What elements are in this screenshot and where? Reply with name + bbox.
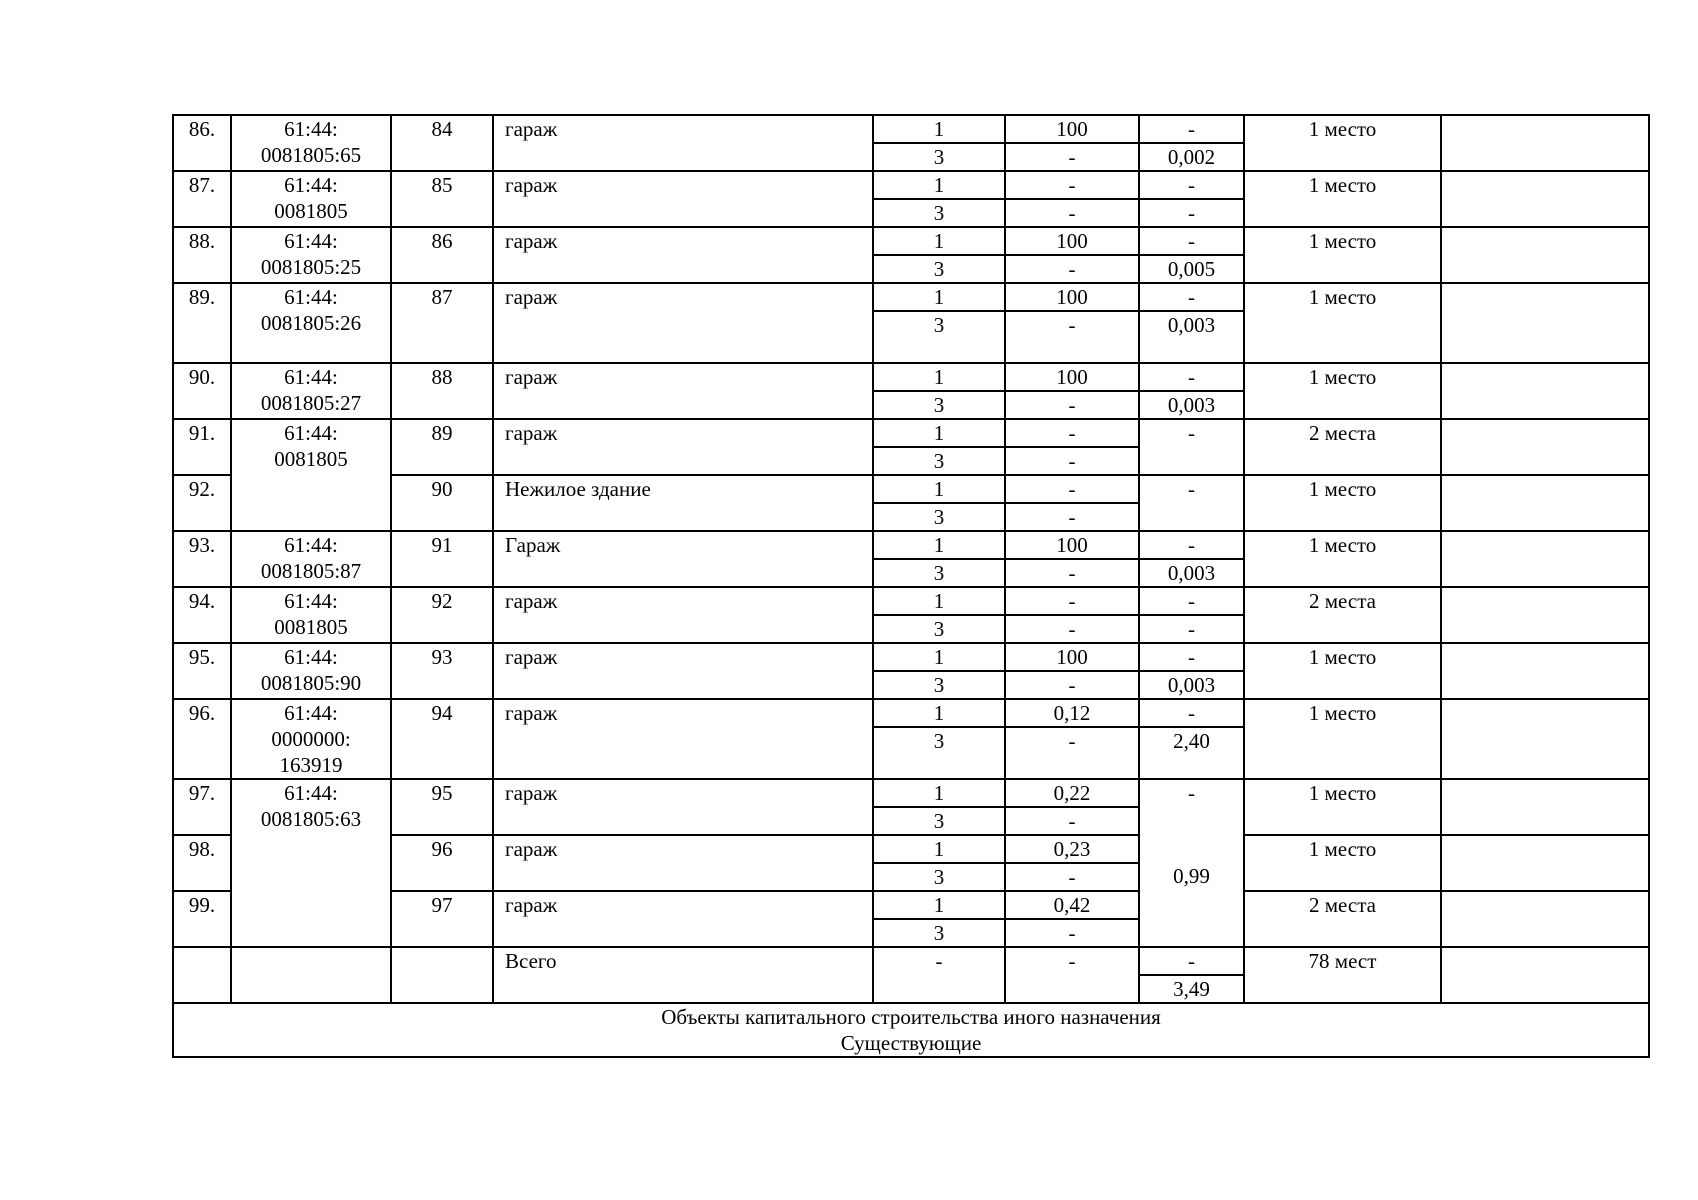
sub-value-b: - bbox=[1139, 419, 1244, 475]
object-code: 87 bbox=[391, 283, 493, 363]
sub-value-b: - bbox=[1139, 227, 1244, 255]
sub-value-a: - bbox=[1005, 587, 1139, 615]
empty-cell bbox=[1441, 699, 1649, 779]
sub-value-a: - bbox=[1005, 419, 1139, 447]
places-count: 1 место bbox=[1244, 779, 1441, 835]
object-code: 93 bbox=[391, 643, 493, 699]
places-count: 2 места bbox=[1244, 891, 1441, 947]
places-count: 2 места bbox=[1244, 587, 1441, 643]
section-heading-line2: Существующие bbox=[840, 1031, 982, 1055]
object-code: 94 bbox=[391, 699, 493, 779]
sub-stage: 1 bbox=[873, 115, 1005, 143]
sub-value-b: - bbox=[1139, 643, 1244, 671]
sub-value-a: 100 bbox=[1005, 363, 1139, 391]
row-number: 97. bbox=[173, 779, 231, 835]
sub-value-b: - bbox=[1139, 699, 1244, 727]
cadastral-number: 61:44: 0081805:90 bbox=[231, 643, 391, 699]
sub-stage: 1 bbox=[873, 891, 1005, 919]
empty-cell bbox=[1441, 283, 1649, 363]
empty-cell bbox=[1441, 891, 1649, 947]
cadastral-number: 61:44: 0081805 bbox=[231, 419, 391, 531]
sub-value-a: 0,12 bbox=[1005, 699, 1139, 727]
places-count: 1 место bbox=[1244, 699, 1441, 779]
row-number: 90. bbox=[173, 363, 231, 419]
table-row bbox=[173, 835, 1649, 863]
row-number: 92. bbox=[173, 475, 231, 531]
total-row bbox=[173, 947, 1649, 975]
sub-stage: 3 bbox=[873, 199, 1005, 227]
sub-stage: 3 bbox=[873, 391, 1005, 419]
table-row bbox=[173, 643, 1649, 671]
sub-value-a: - bbox=[1005, 143, 1139, 171]
object-name: гараж bbox=[493, 283, 873, 363]
table-row bbox=[173, 115, 1649, 143]
sub-stage: 1 bbox=[873, 643, 1005, 671]
sub-value-b: 0,003 bbox=[1139, 391, 1244, 419]
sub-value-a: - bbox=[1005, 447, 1139, 475]
table-row bbox=[173, 587, 1649, 615]
row-number: 88. bbox=[173, 227, 231, 283]
object-name: гараж bbox=[493, 835, 873, 891]
empty-cell bbox=[1441, 587, 1649, 643]
places-count: 2 места bbox=[1244, 419, 1441, 475]
sub-value-a: - bbox=[1005, 615, 1139, 643]
object-name: гараж bbox=[493, 891, 873, 947]
sub-stage: 1 bbox=[873, 171, 1005, 199]
row-number: 95. bbox=[173, 643, 231, 699]
empty-cell bbox=[1441, 835, 1649, 891]
empty-cell bbox=[1441, 531, 1649, 587]
row-number: 99. bbox=[173, 891, 231, 947]
sub-stage: 1 bbox=[873, 227, 1005, 255]
object-name: гараж bbox=[493, 115, 873, 171]
sub-value-b: - bbox=[1139, 475, 1244, 531]
cadastral-number: 61:44: 0081805:87 bbox=[231, 531, 391, 587]
sub-stage: 3 bbox=[873, 727, 1005, 779]
object-name: гараж bbox=[493, 699, 873, 779]
sub-value-b: - bbox=[1139, 779, 1244, 863]
total-label: Всего bbox=[493, 947, 873, 1003]
object-code: 96 bbox=[391, 835, 493, 891]
object-code: 88 bbox=[391, 363, 493, 419]
total-col-c-top: - bbox=[1139, 947, 1244, 975]
sub-value-b: - bbox=[1139, 199, 1244, 227]
cadastral-number: 61:44: 0081805:63 bbox=[231, 779, 391, 947]
section-heading bbox=[173, 1003, 1649, 1057]
empty-cell bbox=[231, 947, 391, 1003]
cadastral-number: 61:44: 0081805 bbox=[231, 171, 391, 227]
object-name: гараж bbox=[493, 363, 873, 419]
empty-cell bbox=[1441, 115, 1649, 171]
sub-stage: 3 bbox=[873, 863, 1005, 891]
sub-value-b: 0,005 bbox=[1139, 255, 1244, 283]
sub-stage: 3 bbox=[873, 807, 1005, 835]
cadastral-number: 61:44: 0000000: 163919 bbox=[231, 699, 391, 779]
sub-value-a: 0,42 bbox=[1005, 891, 1139, 919]
sub-value-a: 100 bbox=[1005, 283, 1139, 311]
row-number: 91. bbox=[173, 419, 231, 475]
sub-stage: 3 bbox=[873, 447, 1005, 475]
section-heading-row bbox=[173, 1003, 1649, 1057]
table-row bbox=[173, 779, 1649, 807]
sub-value-a: 100 bbox=[1005, 531, 1139, 559]
sub-stage: 1 bbox=[873, 363, 1005, 391]
object-name: Нежилое здание bbox=[493, 475, 873, 531]
cadastral-number: 61:44: 0081805:65 bbox=[231, 115, 391, 171]
sub-stage: 3 bbox=[873, 615, 1005, 643]
sub-stage: 3 bbox=[873, 919, 1005, 947]
sub-stage: 3 bbox=[873, 559, 1005, 587]
empty-cell bbox=[1441, 227, 1649, 283]
table-row bbox=[173, 283, 1649, 311]
total-places: 78 мест bbox=[1244, 947, 1441, 1003]
sub-stage: 1 bbox=[873, 531, 1005, 559]
empty-cell bbox=[1441, 363, 1649, 419]
sub-value-a: - bbox=[1005, 391, 1139, 419]
empty-cell bbox=[173, 947, 231, 1003]
empty-cell bbox=[1441, 475, 1649, 531]
sub-value-b: 0,002 bbox=[1139, 143, 1244, 171]
object-code: 85 bbox=[391, 171, 493, 227]
places-count: 1 место bbox=[1244, 475, 1441, 531]
sub-stage: 3 bbox=[873, 255, 1005, 283]
sub-value-b: - bbox=[1139, 115, 1244, 143]
empty-cell bbox=[391, 947, 493, 1003]
sub-value-b: 2,40 bbox=[1139, 727, 1244, 779]
empty-cell bbox=[1441, 643, 1649, 699]
places-count: 1 место bbox=[1244, 531, 1441, 587]
object-name: гараж bbox=[493, 171, 873, 227]
sub-stage: 1 bbox=[873, 475, 1005, 503]
sub-value-a: 0,22 bbox=[1005, 779, 1139, 807]
sub-value-b: - bbox=[1139, 171, 1244, 199]
object-code: 84 bbox=[391, 115, 493, 171]
object-name: гараж bbox=[493, 227, 873, 283]
sub-value-b: - bbox=[1139, 587, 1244, 615]
cadastral-number: 61:44: 0081805:25 bbox=[231, 227, 391, 283]
sub-stage: 3 bbox=[873, 503, 1005, 531]
object-code: 97 bbox=[391, 891, 493, 947]
row-number: 86. bbox=[173, 115, 231, 171]
sub-value-a: 100 bbox=[1005, 643, 1139, 671]
sub-stage: 1 bbox=[873, 283, 1005, 311]
sub-value-a: 100 bbox=[1005, 115, 1139, 143]
table-row bbox=[173, 363, 1649, 391]
places-count: 1 место bbox=[1244, 115, 1441, 171]
sub-value-b: 0,003 bbox=[1139, 559, 1244, 587]
sub-value-a: - bbox=[1005, 503, 1139, 531]
places-count: 1 место bbox=[1244, 283, 1441, 363]
object-code: 89 bbox=[391, 419, 493, 475]
sub-value-a: - bbox=[1005, 807, 1139, 835]
sub-stage: 1 bbox=[873, 699, 1005, 727]
object-name: Гараж bbox=[493, 531, 873, 587]
row-number: 89. bbox=[173, 283, 231, 363]
sub-stage: 1 bbox=[873, 419, 1005, 447]
empty-cell bbox=[1441, 947, 1649, 1003]
object-code: 91 bbox=[391, 531, 493, 587]
objects-table bbox=[172, 114, 1650, 1058]
cadastral-number: 61:44: 0081805 bbox=[231, 587, 391, 643]
object-code: 86 bbox=[391, 227, 493, 283]
sub-value-b: - bbox=[1139, 615, 1244, 643]
sub-value-b: - bbox=[1139, 283, 1244, 311]
sub-value-b: 0,003 bbox=[1139, 311, 1244, 363]
cadastral-number: 61:44: 0081805:26 bbox=[231, 283, 391, 363]
sub-value-a: - bbox=[1005, 863, 1139, 891]
row-number: 98. bbox=[173, 835, 231, 891]
sub-stage: 1 bbox=[873, 835, 1005, 863]
section-heading-line1: Объекты капитального строительства иного назначения bbox=[661, 1005, 1161, 1029]
places-count: 1 место bbox=[1244, 171, 1441, 227]
sub-value-a: - bbox=[1005, 475, 1139, 503]
empty-cell bbox=[1441, 779, 1649, 835]
sub-value-a: - bbox=[1005, 255, 1139, 283]
table-row bbox=[173, 419, 1649, 447]
sub-value-a: - bbox=[1005, 559, 1139, 587]
total-col-a: - bbox=[873, 947, 1005, 1003]
object-code: 95 bbox=[391, 779, 493, 835]
table-row bbox=[173, 171, 1649, 199]
table-row bbox=[173, 531, 1649, 559]
object-name: гараж bbox=[493, 419, 873, 475]
empty-cell bbox=[1441, 419, 1649, 475]
row-number: 96. bbox=[173, 699, 231, 779]
sub-value-a: - bbox=[1005, 311, 1139, 363]
places-count: 1 место bbox=[1244, 835, 1441, 891]
sub-value-b: - bbox=[1139, 363, 1244, 391]
row-number: 94. bbox=[173, 587, 231, 643]
table-row bbox=[173, 227, 1649, 255]
object-name: гараж bbox=[493, 587, 873, 643]
places-count: 1 место bbox=[1244, 227, 1441, 283]
sub-stage: 3 bbox=[873, 311, 1005, 363]
total-col-b: - bbox=[1005, 947, 1139, 1003]
sub-stage: 1 bbox=[873, 779, 1005, 807]
object-name: гараж bbox=[493, 643, 873, 699]
object-name: гараж bbox=[493, 779, 873, 835]
sub-value-a: - bbox=[1005, 727, 1139, 779]
total-col-c-bottom: 3,49 bbox=[1139, 975, 1244, 1003]
sub-stage: 1 bbox=[873, 587, 1005, 615]
sub-value-b: 0,003 bbox=[1139, 671, 1244, 699]
places-count: 1 место bbox=[1244, 643, 1441, 699]
object-code: 90 bbox=[391, 475, 493, 531]
object-code: 92 bbox=[391, 587, 493, 643]
sub-value-a: - bbox=[1005, 199, 1139, 227]
table-row bbox=[173, 475, 1649, 503]
sub-value-a: 100 bbox=[1005, 227, 1139, 255]
cadastral-number: 61:44: 0081805:27 bbox=[231, 363, 391, 419]
sub-stage: 3 bbox=[873, 143, 1005, 171]
table-row bbox=[173, 699, 1649, 727]
sub-value-a: - bbox=[1005, 171, 1139, 199]
sub-value-a: - bbox=[1005, 919, 1139, 947]
sub-value-b: - bbox=[1139, 531, 1244, 559]
empty-cell bbox=[1441, 171, 1649, 227]
table-row bbox=[173, 891, 1649, 919]
sub-value-b: 0,99 bbox=[1139, 863, 1244, 947]
places-count: 1 место bbox=[1244, 363, 1441, 419]
row-number: 93. bbox=[173, 531, 231, 587]
sub-value-a: - bbox=[1005, 671, 1139, 699]
sub-value-a: 0,23 bbox=[1005, 835, 1139, 863]
sub-stage: 3 bbox=[873, 671, 1005, 699]
row-number: 87. bbox=[173, 171, 231, 227]
